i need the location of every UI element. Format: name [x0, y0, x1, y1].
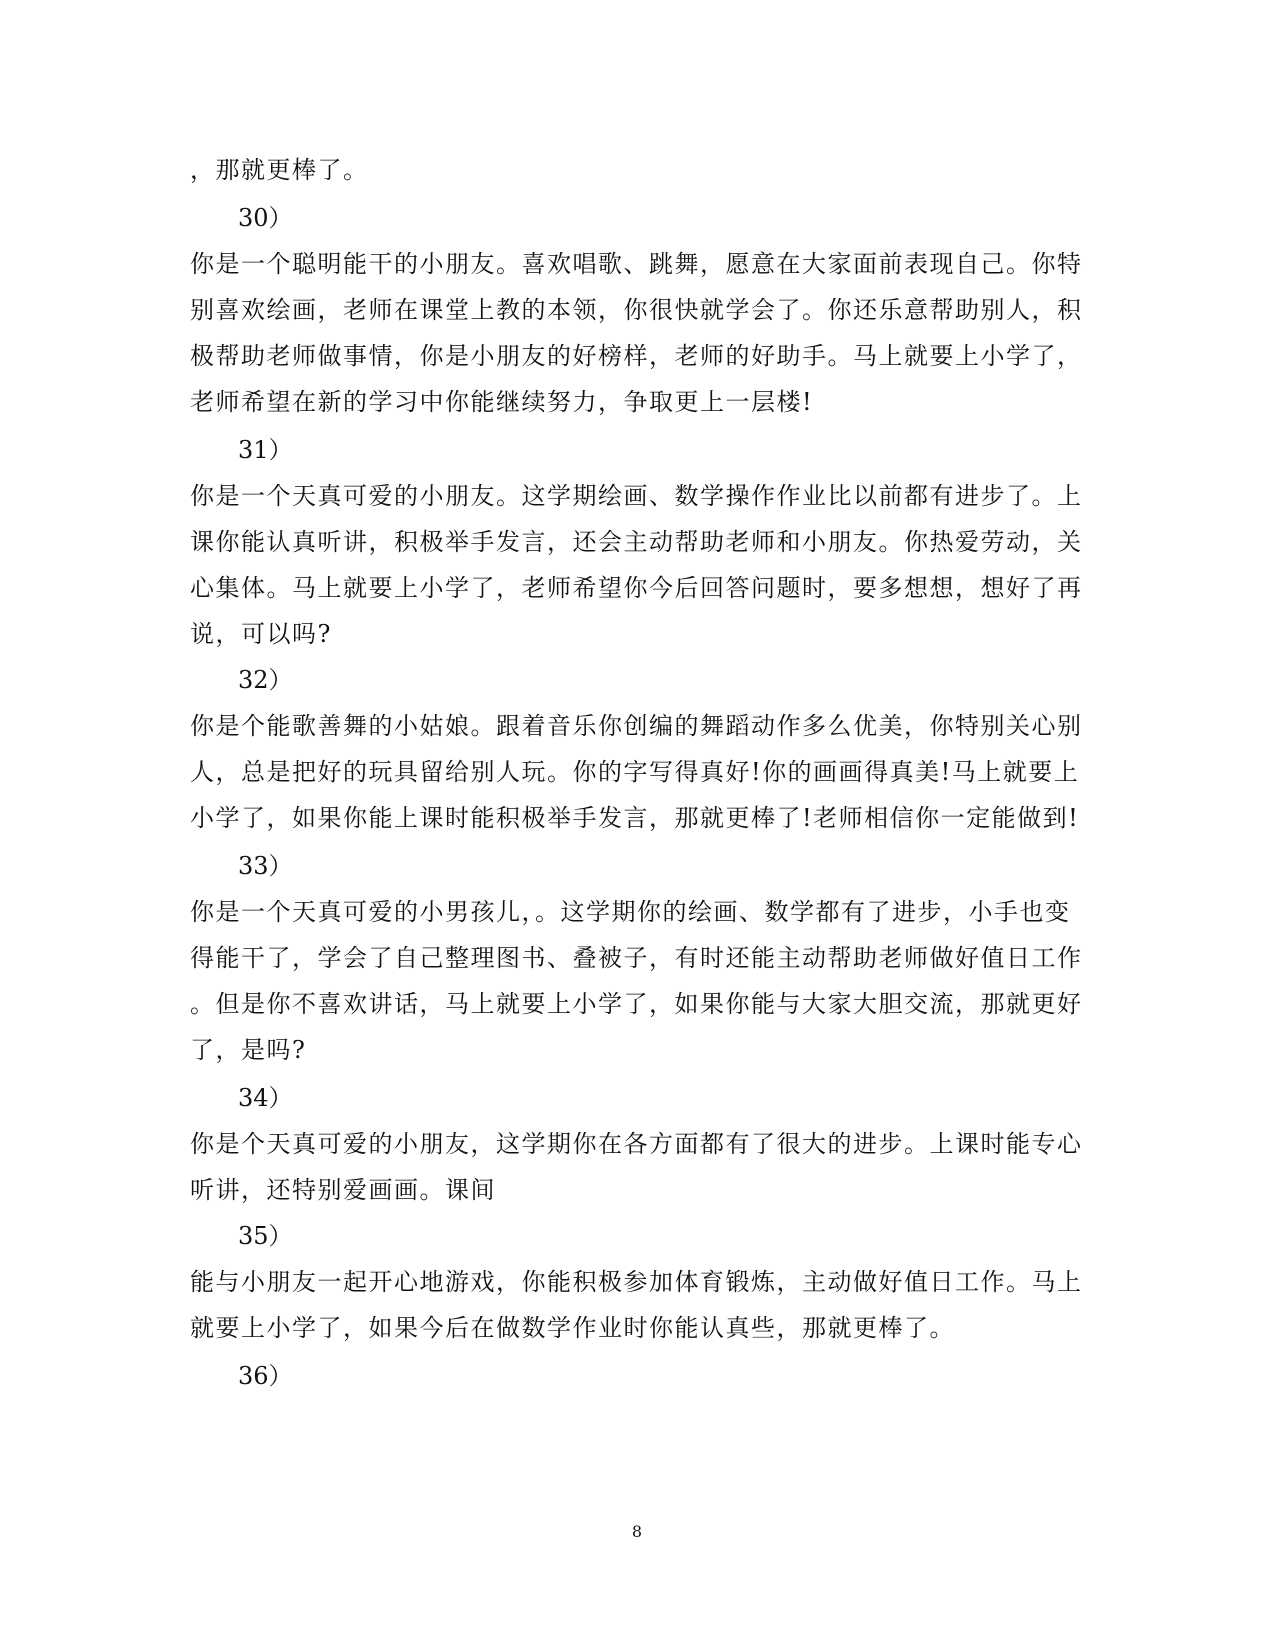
text-line: 你是一个聪明能干的小朋友。喜欢唱歌、跳舞，愿意在大家面前表现自己。你特 — [190, 250, 1083, 278]
text-line: 别喜欢绘画，老师在课堂上教的本领，你很快就学会了。你还乐意帮助别人，积 — [190, 296, 1083, 324]
text-line: 你是一个天真可爱的小朋友。这学期绘画、数学操作作业比以前都有进步了。上 — [190, 482, 1083, 510]
text-line: 说，可以吗? — [190, 620, 332, 648]
item-number: 33） — [238, 852, 293, 880]
text-line: 。但是你不喜欢讲话，马上就要上小学了，如果你能与大家大胆交流，那就更好 — [190, 990, 1083, 1018]
text-line: 听讲，还特别爱画画。课间 — [190, 1176, 496, 1204]
text-line: 你是个能歌善舞的小姑娘。跟着音乐你创编的舞蹈动作多么优美，你特别关心别 — [190, 712, 1083, 740]
item-number: 34） — [238, 1084, 293, 1112]
text-line: 心集体。马上就要上小学了，老师希望你今后回答问题时，要多想想，想好了再 — [190, 574, 1083, 602]
text-line: 能与小朋友一起开心地游戏，你能积极参加体育锻炼，主动做好值日工作。马上 — [190, 1268, 1083, 1296]
text-line: 得能干了，学会了自己整理图书、叠被子，有时还能主动帮助老师做好值日工作 — [190, 944, 1083, 972]
item-number: 36） — [238, 1362, 293, 1390]
text-line: 人，总是把好的玩具留给别人玩。你的字写得真好!你的画画得真美!马上就要上 — [190, 758, 1080, 786]
item-number: 31） — [238, 436, 293, 464]
text-line: 你是一个天真可爱的小男孩儿，。这学期你的绘画、数学都有了进步，小手也变 — [190, 898, 1071, 926]
item-number: 32） — [238, 666, 293, 694]
item-number: 30） — [238, 204, 293, 232]
text-line: 课你能认真听讲，积极举手发言，还会主动帮助老师和小朋友。你热爱劳动，关 — [190, 528, 1083, 556]
text-line: 了，是吗? — [190, 1036, 307, 1064]
item-number: 35） — [238, 1222, 293, 1250]
page-number: 8 — [631, 1522, 643, 1541]
text-line: 极帮助老师做事情，你是小朋友的好榜样，老师的好助手。马上就要上小学了， — [190, 342, 1083, 370]
text-line: 老师希望在新的学习中你能继续努力，争取更上一层楼! — [190, 388, 814, 416]
text-line: 小学了，如果你能上课时能积极举手发言，那就更棒了!老师相信你一定能做到! — [190, 804, 1080, 832]
text-line: 你是个天真可爱的小朋友，这学期你在各方面都有了很大的进步。上课时能专心 — [190, 1130, 1083, 1158]
text-line: 就要上小学了，如果今后在做数学作业时你能认真些，那就更棒了。 — [190, 1314, 955, 1342]
text-line: ，那就更棒了。 — [190, 156, 369, 184]
